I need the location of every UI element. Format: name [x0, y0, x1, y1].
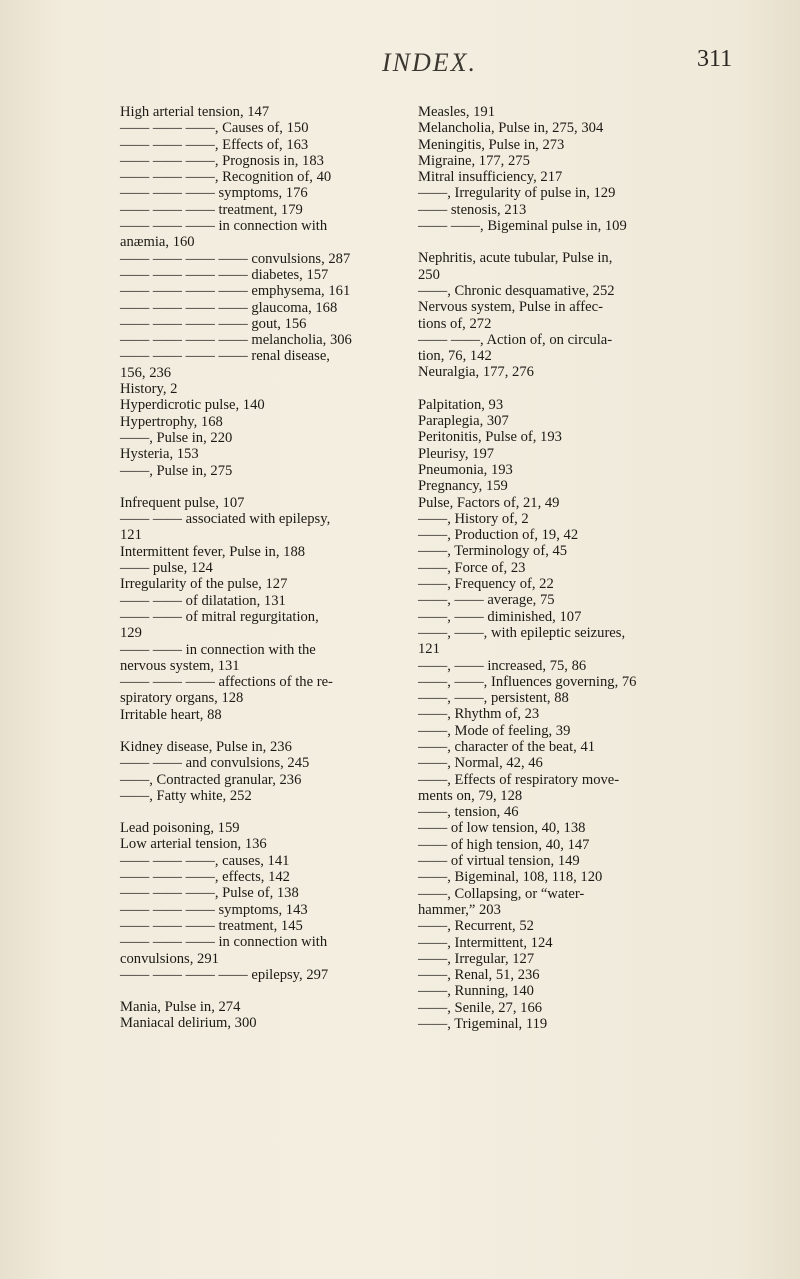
- index-entry: Pleurisy, 197: [418, 445, 495, 462]
- index-entry: —— ——, Bigeminal pulse in, 109: [418, 218, 627, 235]
- index-entry: —— —— ——, Recognition of, 40: [120, 169, 332, 186]
- index-entry: Irritable heart, 88: [120, 706, 222, 723]
- index-entry: —— —— —— —— renal disease,: [120, 348, 330, 365]
- index-entry: —— —— —— —— glaucoma, 168: [120, 299, 338, 316]
- index-entry: History, 2: [120, 381, 178, 398]
- index-entry: —— of virtual tension, 149: [418, 853, 580, 870]
- index-entry: spiratory organs, 128: [120, 690, 244, 707]
- index-entry: Peritonitis, Pulse of, 193: [418, 429, 562, 446]
- index-entry: Melancholia, Pulse in, 275, 304: [418, 120, 604, 137]
- index-entry: ——, Effects of respiratory move-: [418, 771, 620, 788]
- index-entry: anæmia, 160: [120, 234, 195, 251]
- index-entry: —— stenosis, 213: [418, 201, 527, 218]
- index-entry: —— —— ——, Pulse of, 138: [120, 885, 299, 902]
- index-entry: hammer,” 203: [418, 901, 501, 918]
- index-entry: —— —— —— symptoms, 176: [120, 185, 308, 202]
- index-entry: Pregnancy, 159: [418, 478, 508, 495]
- running-title: INDEX.: [382, 48, 478, 77]
- section-gap: [418, 234, 718, 250]
- index-entry: ——, ——, with epileptic seizures,: [418, 624, 626, 641]
- index-entry: ——, —— increased, 75, 86: [418, 657, 587, 674]
- index-entry: —— —— ——, Effects of, 163: [120, 136, 309, 153]
- index-entry: ——, Renal, 51, 236: [418, 967, 540, 984]
- index-entry: convulsions, 291: [120, 950, 219, 967]
- index-entry: —— —— —— in connection with: [120, 218, 328, 235]
- index-entry: Hypertrophy, 168: [120, 413, 223, 430]
- index-entry: Lead poisoning, 159: [120, 820, 240, 837]
- index-entry: ——, Intermittent, 124: [418, 934, 553, 951]
- index-entry: —— —— ——, causes, 141: [120, 852, 290, 869]
- index-entry: ——, Production of, 19, 42: [418, 527, 579, 544]
- index-entry: —— of low tension, 40, 138: [418, 820, 586, 837]
- index-entry: —— ——, Action of, on circula-: [418, 331, 613, 348]
- index-entry: ——, —— average, 75: [418, 592, 555, 609]
- index-entry: 250: [418, 266, 440, 283]
- index-entry: ——, Pulse in, 275: [120, 462, 233, 479]
- index-entry: —— —— and convulsions, 245: [120, 755, 310, 772]
- index-entry: —— —— —— in connection with: [120, 934, 328, 951]
- index-entry: ——, ——, persistent, 88: [418, 690, 569, 707]
- index-entry: ——, Recurrent, 52: [418, 918, 534, 935]
- index-entry: ments on, 79, 128: [418, 787, 523, 804]
- index-entry: ——, History of, 2: [418, 510, 529, 527]
- index-entry: ——, character of the beat, 41: [418, 738, 596, 755]
- index-entry: Neuralgia, 177, 276: [418, 364, 534, 381]
- index-entry: ——, Collapsing, or “water-: [418, 885, 585, 902]
- index-entry: —— of high tension, 40, 147: [418, 836, 590, 853]
- section-gap: [120, 479, 395, 495]
- index-entry: —— —— in connection with the: [120, 641, 316, 658]
- index-entry: —— —— —— —— diabetes, 157: [120, 266, 329, 283]
- index-entry: 121: [120, 527, 142, 544]
- index-entry: 129: [120, 625, 142, 642]
- index-entry: Low arterial tension, 136: [120, 836, 267, 853]
- index-entry: Maniacal delirium, 300: [120, 1015, 257, 1032]
- index-entry: ——, Bigeminal, 108, 118, 120: [418, 869, 603, 886]
- page-number: 311: [697, 46, 733, 72]
- index-entry: —— —— ——, Prognosis in, 183: [120, 152, 324, 169]
- page-header: [0, 40, 800, 80]
- index-entry: —— —— —— —— epilepsy, 297: [120, 966, 329, 983]
- index-entry: nervous system, 131: [120, 657, 240, 674]
- index-entry: Migraine, 177, 275: [418, 152, 530, 169]
- index-entry: 156, 236: [120, 364, 172, 381]
- index-entry: —— —— ——, Causes of, 150: [120, 120, 309, 137]
- index-entry: ——, Running, 140: [418, 983, 534, 1000]
- index-entry: Pulse, Factors of, 21, 49: [418, 494, 560, 511]
- index-entry: —— —— —— symptoms, 143: [120, 901, 308, 918]
- index-entry: ——, Fatty white, 252: [120, 787, 252, 804]
- index-entry: tion, 76, 142: [418, 348, 492, 365]
- index-entry: Mania, Pulse in, 274: [120, 999, 241, 1016]
- index-entry: ——, Chronic desquamative, 252: [418, 282, 615, 299]
- index-entry: Infrequent pulse, 107: [120, 494, 245, 511]
- index-entry: —— —— —— treatment, 145: [120, 917, 303, 934]
- index-entry: tions of, 272: [418, 315, 492, 332]
- index-entry: Meningitis, Pulse in, 273: [418, 136, 565, 153]
- index-entry: —— —— of dilatation, 131: [120, 592, 286, 609]
- index-entry: ——, Mode of feeling, 39: [418, 722, 571, 739]
- index-entry: Pneumonia, 193: [418, 461, 513, 478]
- index-entry: —— —— associated with epilepsy,: [120, 511, 331, 528]
- index-entry: Irregularity of the pulse, 127: [120, 576, 288, 593]
- index-entry: ——, Contracted granular, 236: [120, 771, 302, 788]
- index-entry: —— —— —— —— melancholia, 306: [120, 332, 352, 349]
- index-entry: Hysteria, 153: [120, 446, 199, 463]
- index-entry: Nervous system, Pulse in affec-: [418, 299, 603, 316]
- index-entry: ——, Senile, 27, 166: [418, 999, 543, 1016]
- index-entry: —— —— —— —— convulsions, 287: [120, 250, 351, 267]
- index-entry: —— —— of mitral regurgitation,: [120, 608, 319, 625]
- index-entry: Measles, 191: [418, 104, 496, 120]
- index-entry: ——, Trigeminal, 119: [418, 1016, 548, 1033]
- index-entry: ——, Pulse in, 220: [120, 429, 233, 446]
- left-index-column: [120, 104, 395, 1032]
- section-gap: [120, 983, 395, 999]
- section-gap: [418, 381, 718, 397]
- index-entry: —— —— —— —— gout, 156: [120, 315, 307, 332]
- index-entry: ——, Rhythm of, 23: [418, 706, 540, 723]
- index-entry: ——, Normal, 42, 46: [418, 755, 543, 772]
- index-entry: —— pulse, 124: [120, 560, 213, 577]
- index-entry: ——, Frequency of, 22: [418, 576, 554, 593]
- section-gap: [120, 804, 395, 820]
- index-entry: ——, —— diminished, 107: [418, 608, 582, 625]
- index-entry: Paraplegia, 307: [418, 413, 509, 430]
- index-entry: —— —— —— treatment, 179: [120, 201, 303, 218]
- index-entry: Hyperdicrotic pulse, 140: [120, 397, 265, 414]
- index-entry: —— —— ——, effects, 142: [120, 869, 290, 886]
- index-entry: —— —— —— —— emphysema, 161: [120, 283, 351, 300]
- index-entry: ——, Force of, 23: [418, 559, 526, 576]
- index-entry: 121: [418, 641, 440, 658]
- index-entry: ——, Terminology of, 45: [418, 543, 568, 560]
- index-entry: ——, tension, 46: [418, 804, 519, 821]
- index-entry: Mitral insufficiency, 217: [418, 169, 563, 186]
- index-entry: ——, Irregular, 127: [418, 950, 535, 967]
- index-entry: High arterial tension, 147: [120, 104, 270, 120]
- index-entry: ——, Irregularity of pulse in, 129: [418, 185, 616, 202]
- index-entry: Kidney disease, Pulse in, 236: [120, 738, 292, 755]
- section-gap: [120, 723, 395, 739]
- right-index-column: [418, 104, 718, 1032]
- index-entry: ——, ——, Influences governing, 76: [418, 673, 637, 690]
- index-entry: Intermittent fever, Pulse in, 188: [120, 543, 306, 560]
- index-entry: —— —— —— affections of the re-: [120, 674, 333, 691]
- index-entry: Nephritis, acute tubular, Pulse in,: [418, 250, 613, 267]
- index-entry: Palpitation, 93: [418, 396, 504, 413]
